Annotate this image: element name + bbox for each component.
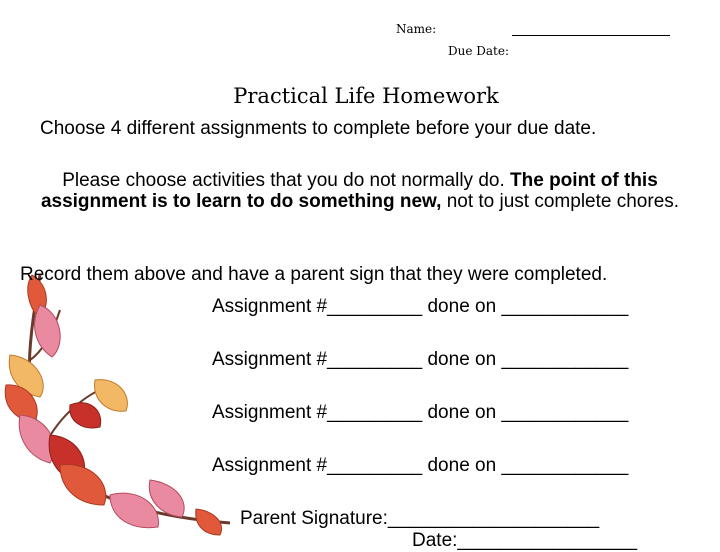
instruction-paragraph-2 [20,170,700,212]
instruction-text: Please choose activities that you do not normally do. [62,170,511,191]
name-line [512,35,670,36]
assignment-line: Assignment #_________ done on ____________ [212,402,629,423]
assignment-line: Assignment #_________ done on ____________ [212,296,629,317]
parent-signature-line: Parent Signature:____________________ [240,508,600,529]
date-line: Date:_________________ [412,530,638,551]
instruction-text: not to just complete chores. [441,191,680,212]
due-date-label: Due Date: [448,44,510,58]
assignment-line: Assignment #_________ done on ____________ [212,455,629,476]
instruction-bold-text: The point of this assignment is to learn to do something new, [40,170,658,212]
assignment-line: Assignment #_________ done on ____________ [212,349,629,370]
name-label: Name: [396,22,437,36]
instruction-line-3: Record them above and have a parent sign that they were completed. [20,264,608,285]
instruction-line-1: Choose 4 different assignments to complete before your due date. [40,118,597,139]
page-title: Practical Life Homework [233,84,499,108]
